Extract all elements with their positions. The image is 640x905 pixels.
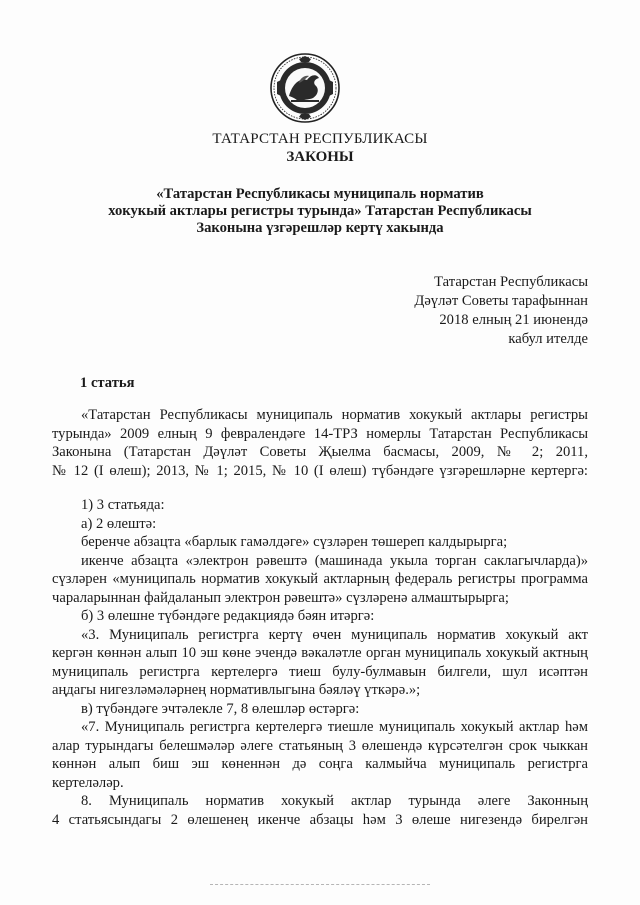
paragraph-line: 4 статьясындагы 2 өлешенең икенче абзацы һәм 3 өлеше нигезендә бирелгән: [52, 811, 588, 828]
paragraph-line: көннән алып биш эш көненнән дә соңга калмыйча муниципаль регистрга: [52, 756, 588, 772]
paragraph-line: «7. Муниципаль регистрга кертелергә тиешле муниципаль хокукый актлар һәм: [81, 719, 588, 735]
paragraph-line: а) 2 өлештә:: [81, 515, 157, 532]
paragraph-line: «Татарстан Республикасы муниципаль норматив хокукый актлары регистры: [81, 407, 588, 423]
footer-divider: [210, 884, 430, 886]
paragraph-line: б) 3 өлешне түбәндәге редакциядә бәян итәргә:: [81, 608, 375, 624]
paragraph-line: 8. Муниципаль норматив хокукый актлар турында әлеге Законның: [81, 793, 588, 809]
paragraph-line: «3. Муниципаль регистрга кертү өчен муниципаль норматив хокукый акт: [81, 626, 588, 643]
paragraph-line: алар турындагы белешмәләр әлеге статьяның 3 өлешендә күрсәтелгән срок чыккан: [52, 737, 588, 754]
paragraph-line: 1) 3 статьяда:: [81, 497, 165, 513]
adoption-line: Дәүләт Советы тарафыннан: [414, 293, 588, 309]
paragraph-line: чараларыннан файдаланып электрон рәвештә» сүзләренә алмаштырырга;: [52, 589, 509, 606]
paragraph-line: муниципаль регистрга кертелергә тиеш булу-булмавын билгели, шул исәптән: [52, 663, 588, 680]
paragraph-line: кергән көннән алып 10 эш көне эчендә вәкаләтле орган муниципаль хокукый актның: [52, 645, 588, 661]
intro-paragraph: [52, 406, 588, 480]
paragraph-line: сүзләрен «муниципаль норматив хокукый актларның федераль регистры программа: [52, 571, 588, 587]
paragraph-line: кертеләләр.: [52, 774, 124, 791]
law-title: [60, 186, 580, 237]
adoption-note: [414, 273, 588, 349]
tatarstan-coat-of-arms-icon: [269, 52, 341, 124]
adoption-line: 2018 елның 21 июнендә: [439, 312, 588, 328]
paragraph-line: турында» 2009 елның 9 февралендәге 14-ТРЗ номерлы Татарстан Республикасы: [52, 425, 588, 442]
law-title-line: хокукый актлары регистры турында» Татарстан Республикасы: [108, 203, 532, 219]
paragraph-line: икенче абзацта «электрон рәвештә (машинада укыла торган саклагычларда)»: [81, 552, 588, 569]
adoption-line: кабул ителде: [508, 331, 588, 347]
laws-heading: ЗАКОНЫ: [286, 149, 354, 165]
law-title-line: «Татарстан Республикасы муниципаль норматив: [156, 186, 484, 202]
adoption-line: Татарстан Республикасы: [434, 274, 588, 290]
republic-heading: ТАТАРСТАН РЕСПУБЛИКАСЫ: [212, 131, 428, 147]
law-title-line: Законына үзгәрешләр кертү хакында: [196, 220, 444, 236]
paragraph-line: беренче абзацта «барлык гамәлдәге» сүзләрен төшереп калдырырга;: [81, 534, 508, 550]
paragraph-line: № 12 (I өлеш); 2013, № 1; 2015, № 10 (I өлеш) түбәндәге үзгәрешләрне кертергә:: [52, 462, 588, 479]
paragraph-line: в) түбәндәге эчтәлекле 7, 8 өлешләр өстәргә:: [81, 700, 360, 717]
article-heading: 1 статья: [80, 375, 135, 391]
paragraph-line: Законына (Татарстан Дәүләт Советы Җыелма басмасы, 2009, № 2; 2011,: [52, 444, 588, 460]
amendments-body: [52, 496, 588, 829]
paragraph-line: аңдагы нигезләмәләрнең нормативлыгына бәяләү үткәрә.»;: [52, 682, 421, 698]
